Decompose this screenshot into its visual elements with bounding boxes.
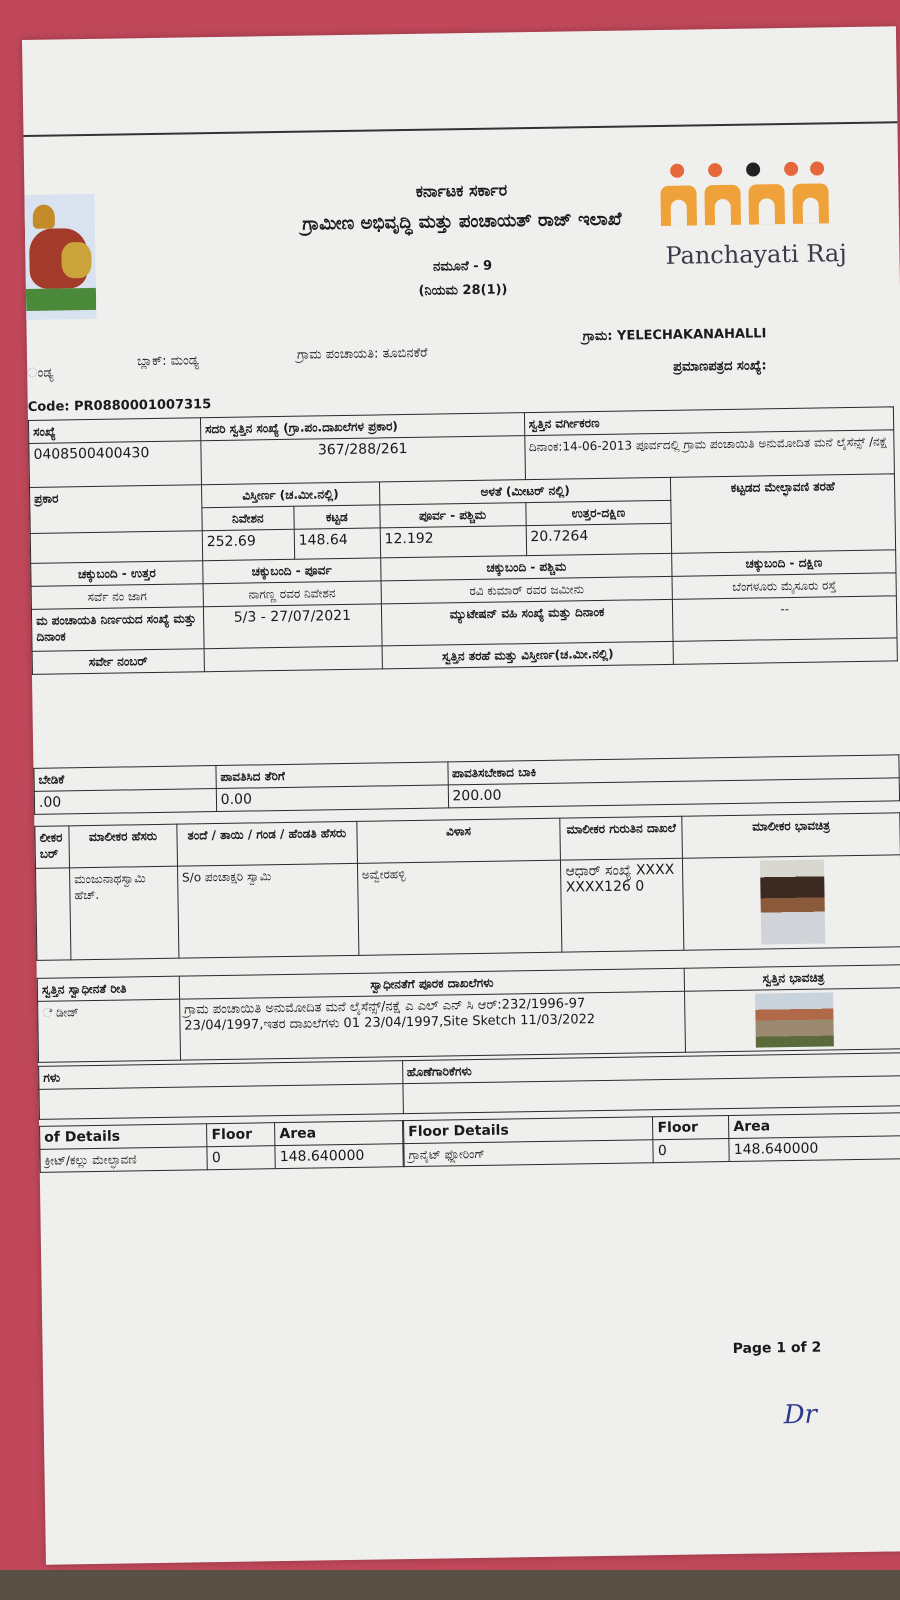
panchayat-label: ಗ್ರಾಮ ಪಂಚಾಯತಿ: ತೂಬಿನಕೆರೆ <box>296 345 428 363</box>
table-cell: ಮಾಲೀಕರ ಭಾವಚಿತ್ರ <box>682 813 900 858</box>
table-cell: ಮಾಲೀಕರ ಹೆಸರು <box>69 824 178 868</box>
table-cell: 0.00 <box>216 785 448 812</box>
table-cell: ಚಕ್ಕುಬಂದಿ - ದಕ್ಷಿಣ <box>672 550 896 577</box>
ownership-type: ೆ ಡೀಡ್ <box>38 999 181 1062</box>
department-title: ಗ್ರಾಮೀಣ ಅಭಿವೃದ್ಧಿ ಮತ್ತು ಪಂಚಾಯತ್ ರಾಜ್ ಇಲಾಖೆ <box>302 208 622 235</box>
table-cell: of Details <box>40 1124 208 1150</box>
property-photo-cell <box>685 988 900 1052</box>
table-cell: ಲೀಕರ ಬರ್ <box>35 826 70 869</box>
table-cell: ಮ ಪಂಚಾಯತಿ ನಿರ್ಣಯದ ಸಂಖ್ಯೆ ಮತ್ತು ದಿನಾಂಕ <box>31 607 204 652</box>
misc-table <box>38 1052 900 1120</box>
table-cell: ಚಕ್ಕುಬಂದಿ - ಪಶ್ಚಿಮ <box>380 553 672 581</box>
page-number: Page 1 of 2 <box>732 1339 822 1357</box>
table-cell: .00 <box>34 789 216 815</box>
owner-relation: S/o ಪಂಚಾಕ್ಷರಿ ಸ್ವಾಮಿ <box>177 863 358 958</box>
table-row <box>40 1144 403 1173</box>
table-cell: 0 <box>653 1139 729 1163</box>
table-cell: ಸರ್ವೇ ನಂಬರ್ <box>32 649 204 675</box>
table-cell: ದಿನಾಂಕ:14-06-2013 ಪೂರ್ವದಲ್ಲಿ ಗ್ರಾಮ ಪಂಚಾಯಿತಿ ಅನುಮೋದಿತ ಮನೆ ಲೈಸೆನ್ಸ್ /ನಕ್ಷೆ <box>524 430 894 480</box>
signature: Dr <box>783 1399 818 1431</box>
table-row <box>38 988 900 1063</box>
village-label: ಗ್ರಾಮ: YELECHAKANAHALLI <box>582 326 767 345</box>
table-cell: ಪಾವತಿಸಿದ ತೆರಿಗೆ <box>216 762 448 789</box>
table-cell: ಸ್ವತ್ತಿನ ಭಾವಚಿತ್ರ <box>684 965 900 991</box>
table-cell: ಗ್ರಾನೈಟ್ ಫ್ಲೋರಿಂಗ್ <box>404 1140 654 1167</box>
table-cell: ಕ್ರೀಟ್/ಕಲ್ಲು ಮೇಲ್ಛಾವಣಿ <box>40 1147 208 1173</box>
property-details-table <box>28 406 898 675</box>
district-label: ಂಡ್ಯ <box>27 365 54 381</box>
table-cell: 252.69 <box>202 529 294 560</box>
top-rule <box>23 121 897 137</box>
table-cell: ಮ್ಯುಟೇಷನ್ ವಹಿ ಸಂಖ್ಯೆ ಮತ್ತು ದಿನಾಂಕ <box>381 599 673 646</box>
ownership-table <box>37 964 900 1063</box>
table-cell: ತಂದೆ / ತಾಯಿ / ಗಂಡ / ಹೆಂಡತಿ ಹೆಸರು <box>177 821 357 866</box>
table-cell <box>39 1084 403 1120</box>
table-cell: ರವಿ ಕುಮಾರ್ ರವರ ಜಮೀನು <box>381 576 673 604</box>
background-strip <box>0 1570 900 1600</box>
table-cell: ಸಂಖ್ಯೆ <box>28 418 200 444</box>
table-cell: 148.640000 <box>729 1136 900 1162</box>
panchayati-raj-logo-icon <box>656 157 847 280</box>
floor-details-right <box>403 1112 900 1167</box>
table-cell: ಕಟ್ಟಡದ ಮೇಲ್ಛಾವಣಿ ತರಹೆ <box>671 474 896 554</box>
table-cell: ಸ್ವತ್ತಿನ ತರಹೆ ಮತ್ತು ವಿಸ್ತೀರ್ಣ(ಚ.ಮೀ.ನಲ್ಲಿ) <box>382 641 674 669</box>
owner-photo <box>760 860 825 945</box>
table-cell: ಬೇಡಿಕೆ <box>34 766 216 792</box>
table-cell: Floor Details <box>404 1117 654 1144</box>
table-cell: Area <box>729 1113 900 1139</box>
table-cell: ಸದರಿ ಸ್ವತ್ತಿನ ಸಂಖ್ಯೆ (ಗ್ರಾ.ಪಂ.ದಾಖಲೆಗಳ ಪ್ರಕಾರ) <box>200 413 524 441</box>
taluk-label: ಬ್ಲಾಕ್: ಮಂಡ್ಯ <box>136 353 199 370</box>
table-cell: ಮಾಲೀಕರ ಗುರುತಿನ ದಾಖಲೆ <box>560 816 683 860</box>
property-code: Code: PR0880001007315 <box>27 397 212 415</box>
table-cell: ಹೊಣೆಗಾರಿಕೆಗಳು <box>402 1053 900 1084</box>
table-cell: ಸ್ವಾಧೀನತೆಗೆ ಪೂರಕ ದಾಖಲೆಗಳು <box>179 968 685 999</box>
table-cell: ವಿಳಾಸ <box>356 818 560 863</box>
floor-details-left <box>39 1120 404 1173</box>
table-cell: ಉತ್ತರ-ದಕ್ಷಿಣ <box>525 500 671 525</box>
owner-address: ಅವ್ವೇರಹಳ್ಳಿ <box>357 860 562 955</box>
table-row <box>36 855 900 961</box>
table-cell: 0408500400430 <box>29 441 202 488</box>
owner-name: ಮಂಜುನಾಥಸ್ವಾಮಿ ಹೆಚ್. <box>69 866 178 960</box>
table-cell: 148.64 <box>294 528 380 559</box>
table-cell <box>36 868 71 961</box>
table-cell: ಪಾವತಿಸಬೇಕಾದ ಬಾಕಿ <box>447 755 899 785</box>
table-cell: ನಿವೇಶನ <box>202 506 294 530</box>
tax-table <box>33 754 900 815</box>
table-cell: ಬೆಂಗಳೂರು ಮೈಸೂರು ರಸ್ತೆ <box>672 573 896 600</box>
table-cell: Area <box>275 1121 403 1146</box>
table-cell <box>30 531 202 564</box>
table-cell: ಸರ್ವೆ ನಂ ಜಾಗ <box>31 584 203 610</box>
table-cell: 367/288/261 <box>201 436 525 485</box>
table-cell: ಚಕ್ಕುಬಂದಿ - ಪೂರ್ವ <box>203 558 381 584</box>
document-page <box>22 26 900 1565</box>
table-cell <box>673 638 897 665</box>
table-cell: -- <box>673 596 897 642</box>
table-cell: ಚಕ್ಕುಬಂದಿ - ಉತ್ತರ <box>31 561 203 587</box>
owner-id: ಆಧಾರ್ ಸಂಖ್ಯೆ XXXXXXXX126 0 <box>561 858 684 952</box>
table-cell: ಸ್ವತ್ತಿನ ಸ್ವಾಧೀನತೆ ರೀತಿ <box>37 976 179 1001</box>
owner-photo-cell <box>683 855 900 950</box>
table-cell: ಪ್ರಕಾರ <box>30 485 203 534</box>
table-cell: Floor <box>207 1123 275 1147</box>
table-cell: ಗಳು <box>39 1061 403 1090</box>
table-cell: ವಿಸ್ತೀರ್ಣ (ಚ.ಮೀ.ನಲ್ಲಿ) <box>201 482 379 508</box>
form-number: ನಮೂನೆ - 9 <box>432 258 493 275</box>
property-photo <box>755 992 834 1047</box>
table-cell: 20.7264 <box>526 523 672 555</box>
table-cell: 200.00 <box>448 778 900 808</box>
owner-table <box>34 812 900 961</box>
table-cell: ನಾಗಣ್ಣ ರವರ ನಿವೇಶನ <box>203 581 381 607</box>
table-cell: 0 <box>207 1146 275 1170</box>
logo-text: Panchayati Raj <box>665 239 847 270</box>
table-cell: ಸ್ವತ್ತಿನ ವರ್ಗೀಕರಣ <box>524 407 894 436</box>
table-cell: ಅಳತೆ (ಮೀಟರ್ ನಲ್ಲಿ) <box>379 477 671 505</box>
ownership-docs: ಗ್ರಾಮ ಪಂಚಾಯಿತಿ ಅನುಮೋದಿತ ಮನೆ ಲೈಸೆನ್ಸ್/ನಕ್ಷೆ ಎ ಎಲ್ ಎನ್ ಸಿ ಆರ್:232/1996-97 23/04/1997,ಇತರ ದಾಖಲೆಗಳು 01 23/04/1997,Site Sketch 11/03/2022 <box>179 991 685 1060</box>
table-cell: ಪೂರ್ವ - ಪಶ್ಚಿಮ <box>380 503 526 528</box>
rule-number: (ನಿಯಮ 28(1)) <box>418 282 508 299</box>
table-cell: 12.192 <box>380 526 526 558</box>
table-cell: ಕಟ್ಟಡ <box>294 505 380 529</box>
table-cell <box>204 646 382 672</box>
table-cell: 5/3 - 27/07/2021 <box>203 604 381 649</box>
table-cell: 148.640000 <box>275 1144 403 1169</box>
certificate-label: ಪ್ರಮಾಣಪತ್ರದ ಸಂಖ್ಯೆ: <box>673 358 767 375</box>
govt-title: ಕರ್ನಾಟಕ ಸರ್ಕಾರ <box>415 180 508 201</box>
table-cell: Floor <box>653 1116 729 1140</box>
